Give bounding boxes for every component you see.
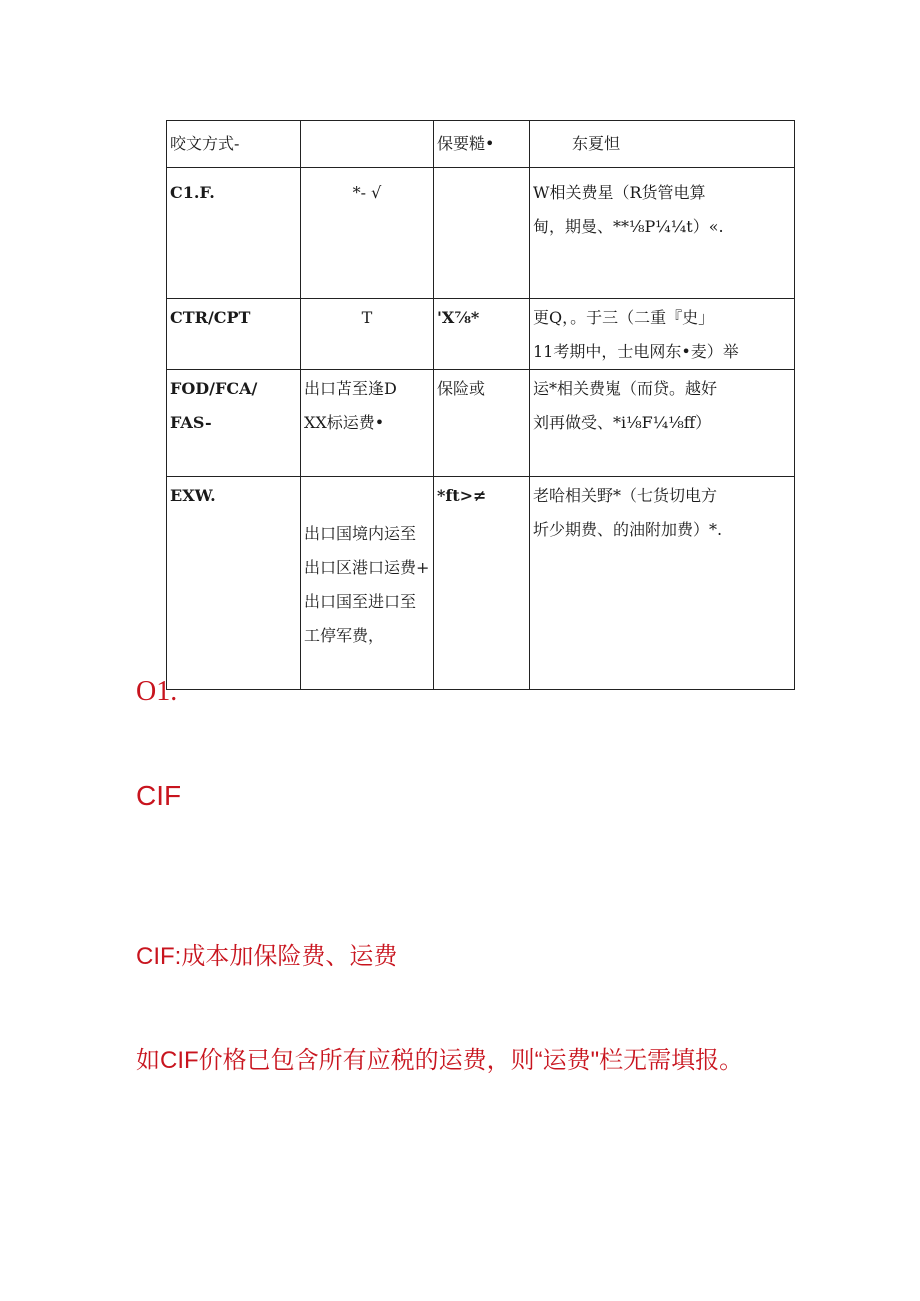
table-row-exw xyxy=(167,477,795,690)
items-cell xyxy=(530,370,795,477)
term-text: EXW. xyxy=(170,486,216,505)
items-cell xyxy=(530,299,795,370)
freight-cell xyxy=(301,168,434,299)
freight-text: XX标运费• xyxy=(304,413,385,432)
items-cell xyxy=(530,477,795,690)
items-line: 甸，期曼、**⅛P¼¼t）«. xyxy=(533,217,724,236)
term-cell xyxy=(167,168,301,299)
items-line: 运*相关费嵬（而贷。越好 xyxy=(533,379,718,398)
freight-text: 出口国至进口至 xyxy=(304,592,417,611)
header-cell-insurance: 保要糙• xyxy=(434,121,530,168)
insurance-cell xyxy=(434,477,530,690)
insurance-cell xyxy=(434,299,530,370)
insurance-text: 保险或 xyxy=(437,379,486,398)
freight-text: T xyxy=(361,308,373,327)
term-text: FAS- xyxy=(170,413,212,432)
term-text: CTR/CPT xyxy=(170,308,251,327)
items-line: 刘再做受、*i⅛F¼⅛ff） xyxy=(533,413,712,432)
insurance-text: *ft>≠ xyxy=(437,486,487,505)
freight-cell xyxy=(301,299,434,370)
freight-cell xyxy=(301,477,434,690)
term-cell xyxy=(167,370,301,477)
cif-heading: CIF xyxy=(136,780,182,811)
cif-freight-note: 如CIF价格已包含所有应税的运费，则“运费"栏无需填报。 xyxy=(136,1047,744,1074)
items-line: 圻少期费、的油附加费）*. xyxy=(533,520,723,539)
items-line: W相关费星（R货管电算 xyxy=(533,183,706,202)
freight-text: 出口国境内运至 xyxy=(304,524,417,543)
table-header-row xyxy=(167,121,795,168)
table-row-cif xyxy=(167,168,795,299)
freight-text: 出口区港口运费+ xyxy=(304,558,430,577)
freight-text: *- √ xyxy=(352,183,382,202)
items-line: 更Q，。于三（二重『史」 xyxy=(533,308,715,327)
table-row-cpt xyxy=(167,299,795,370)
freight-text: 出口苫至逢D xyxy=(304,379,397,398)
header-cell-items: 东夏怛 xyxy=(530,121,795,168)
header-cell-blank xyxy=(301,121,434,168)
freight-text: 工停军费， xyxy=(304,626,385,645)
term-cell xyxy=(167,299,301,370)
header-cell-method: 咬文方式- xyxy=(167,121,301,168)
insurance-cell xyxy=(434,370,530,477)
cif-definition: CIF:成本加保险费、运费 xyxy=(136,943,398,970)
insurance-cell xyxy=(434,168,530,299)
insurance-text: 'X⅞* xyxy=(437,308,480,327)
term-text: C1.F. xyxy=(170,183,215,202)
items-line: 11考期中，士电网东•麦）举 xyxy=(533,342,739,361)
section-number: O1. xyxy=(136,676,178,707)
items-line: 老哈相关野*（七货切电方 xyxy=(533,486,718,505)
table-row-fob xyxy=(167,370,795,477)
trade-terms-table xyxy=(166,120,795,690)
items-cell xyxy=(530,168,795,299)
term-cell xyxy=(167,477,301,690)
term-text: FOD/FCA/ xyxy=(170,379,258,398)
freight-cell xyxy=(301,370,434,477)
